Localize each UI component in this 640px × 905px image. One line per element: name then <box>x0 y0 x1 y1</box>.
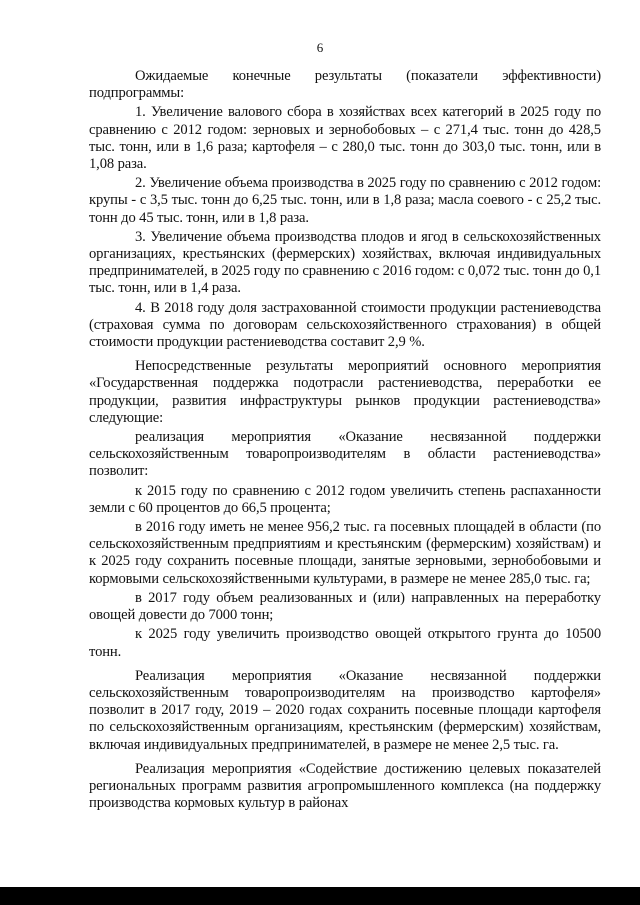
paragraph-potato-support: Реализация мероприятия «Оказание несвязанной поддержки сельскохозяйственным товаропроизводителям на производство картофеля» позволит в 2017 году, 2019 – 2020 годах сохранить посевные площади картофеля по сельскохозяйственным организациям, крестьянским (фермерским) хозяйствам, включая индивидуальных предпринимателей, в размере не менее 2,5 тыс. га. <box>89 667 601 753</box>
paragraph-result-4: 4. В 2018 году доля застрахованной стоимости продукции растениеводства (страховая сумма по договорам сельскохозяйственного страхования) в общей стоимости продукции растениеводства составит 2,9 %. <box>89 299 601 351</box>
scan-bottom-edge <box>0 887 640 905</box>
paragraph-result-2: 2. Увеличение объема производства в 2025 году по сравнению с 2012 годом: крупы - с 3,5 тыс. тонн до 6,25 тыс. тонн, или в 1,8 раза; масла соевого - с 25,2 тыс. тонн до 45 тыс. тонн, или в 1,8 раза. <box>89 175 601 226</box>
paragraph-unrelated-support: реализация мероприятия «Оказание несвязанной поддержки сельскохозяйственным товаропроизводителям в области растениеводства» позволит: <box>89 429 601 480</box>
paragraph-fodder-crops: Реализация мероприятия «Содействие достижению целевых показателей региональных программ развития агропромышленного комплекса (на поддержку производства кормовых культур в районах <box>89 760 601 812</box>
paragraph-sown-area: в 2016 году иметь не менее 956,2 тыс. га посевных площадей в области (по сельскохозяйственным предприятиям и крестьянским (фермерским) хозяйствам) и к 2025 году сохранить посевные площади, занятые зерновыми, зернобобовыми и кормовыми сельскохозяйственными культурами, в размере не менее 285,0 тыс. га; <box>89 519 601 587</box>
paragraph-result-1: 1. Увеличение валового сбора в хозяйствах всех категорий в 2025 году по сравнению с 2012 годом: зерновых и зернобобовых – с 271,4 тыс. тонн до 428,5 тыс. тонн, или в 1,6 раза; картофеля – с 280,0 тыс. тонн до 303,0 тыс. тонн, или в 1,08 раза. <box>89 104 601 173</box>
paragraph-expected-results: Ожидаемые конечные результаты (показатели эффективности) подпрограммы: <box>89 68 601 102</box>
paragraph-plowed-land: к 2015 году по сравнению с 2012 годом увеличить степень распаханности земли с 60 процентов до 66,5 процента; <box>89 482 601 516</box>
paragraph-vegetables-2025: к 2025 году увеличить производство овощей открытого грунта до 10500 тонн. <box>89 626 601 660</box>
document-body <box>89 68 601 814</box>
paragraph-direct-results: Непосредственные результаты мероприятий основного мероприятия «Государственная поддержка подотрасли растениеводства, переработки ее продукции, развития инфраструктуры рынков продукции растениеводства» следующие: <box>89 358 601 426</box>
paragraph-result-3: 3. Увеличение объема производства плодов и ягод в сельскохозяйственных организациях, крестьянских (фермерских) хозяйствах, включая индивидуальных предпринимателей, в 2025 году по сравнению с 2016 годом: с 0,072 тыс. тонн до 0,1 тыс. тонн, или в 1,4 раза. <box>89 228 601 297</box>
paragraph-vegetables-2017: в 2017 году объем реализованных и (или) направленных на переработку овощей довести до 7000 тонн; <box>89 589 601 624</box>
page-number: 6 <box>316 40 324 55</box>
